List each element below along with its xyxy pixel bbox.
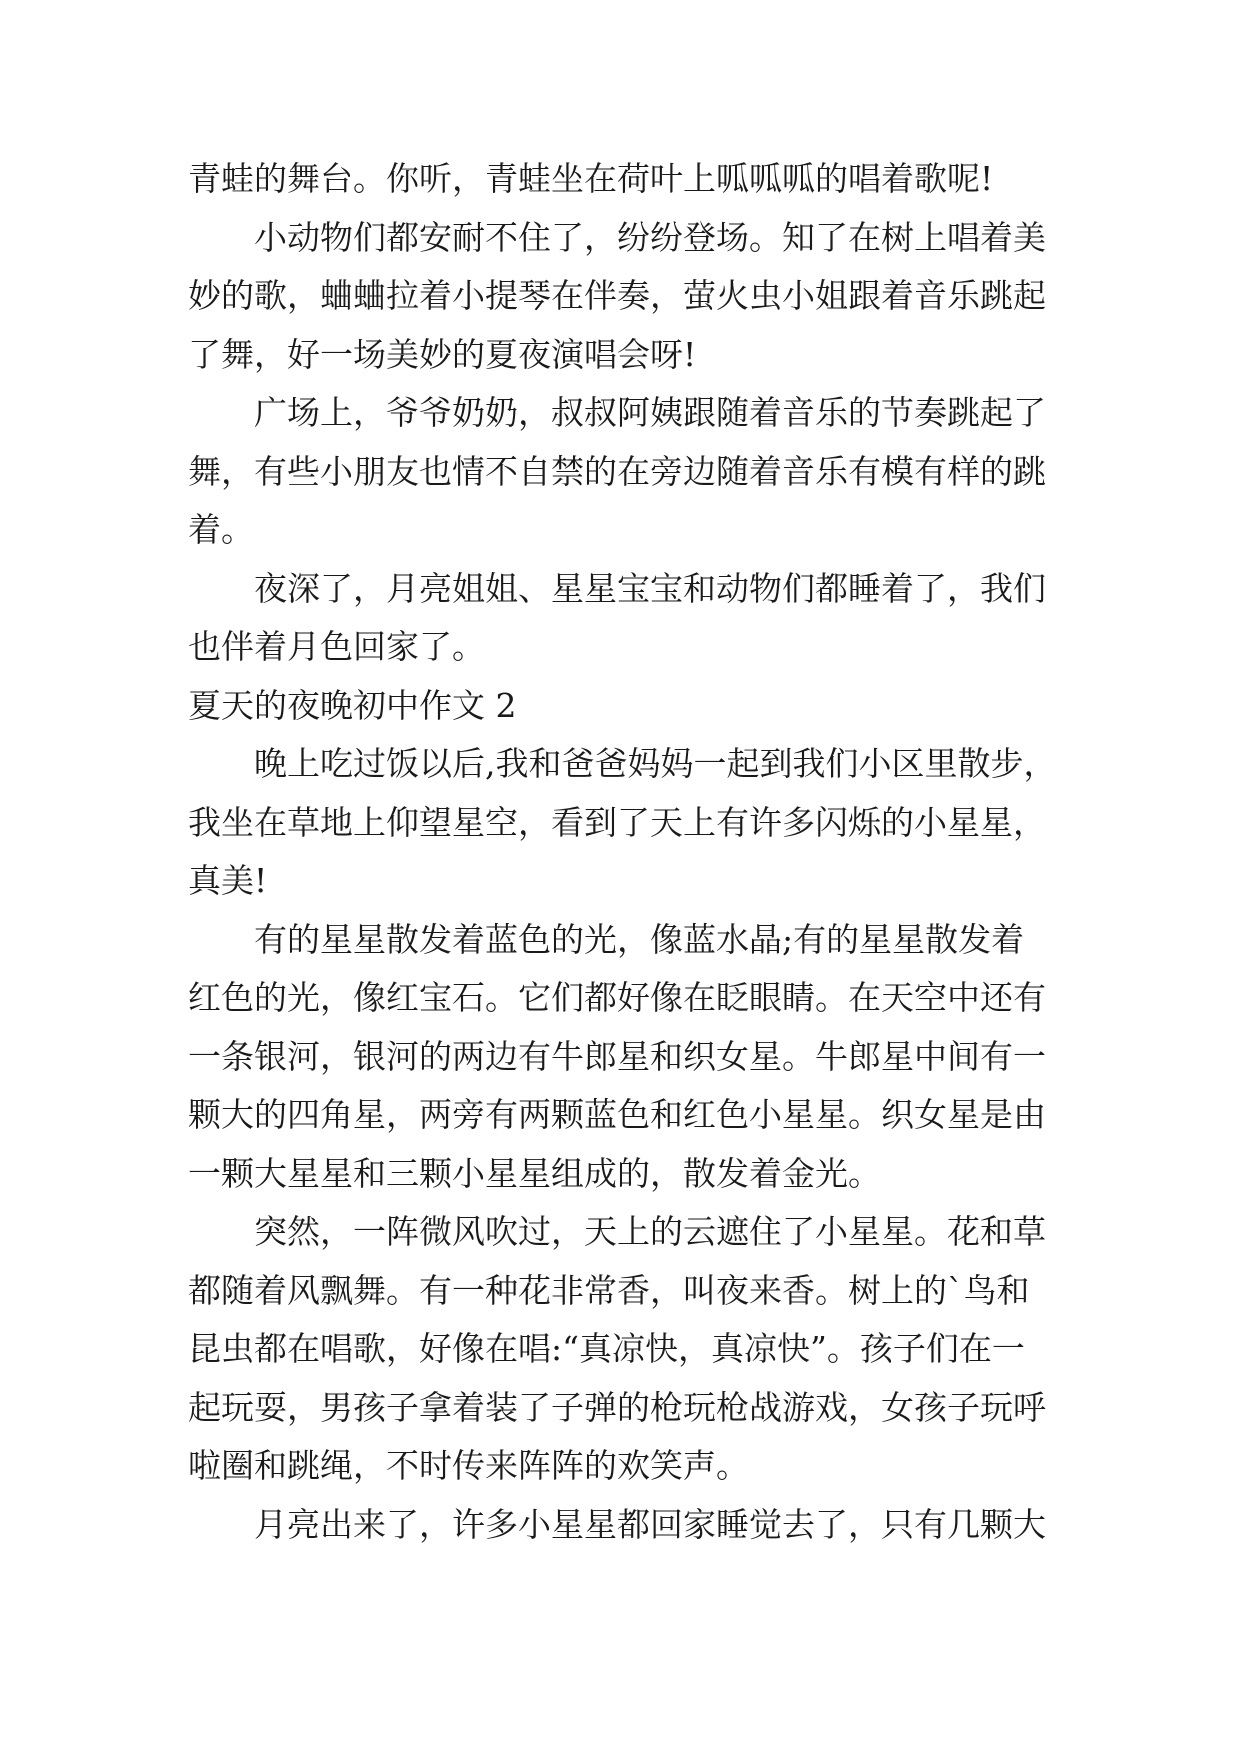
text-line: 啦圈和跳绳，不时传来阵阵的欢笑声。: [188, 1446, 749, 1485]
text-line: 我坐在草地上仰望星空，看到了天上有许多闪烁的小星星，: [188, 802, 1046, 842]
paragraph-start-line: 晚上吃过饭以后,我和爸爸妈妈一起到我们小区里散步，: [254, 744, 1057, 783]
text-line: 红色的光，像红宝石。它们都好像在眨眼睛。在天空中还有: [188, 978, 1046, 1017]
text-line: 着。: [188, 510, 254, 549]
text-line: 也伴着月色回家了。: [188, 627, 485, 666]
paragraph-start-line: 突然，一阵微风吹过，天上的云遮住了小星星。花和草: [254, 1212, 1046, 1251]
text-line: 一条银河，银河的两边有牛郎星和织女星。牛郎星中间有一: [188, 1036, 1046, 1076]
text-line: 青蛙的舞台。你听，青蛙坐在荷叶上呱呱呱的唱着歌呢!: [188, 159, 994, 198]
document-page: [188, 150, 1078, 1554]
text-line: 一颗大星星和三颗小星星组成的，散发着金光。: [188, 1153, 881, 1193]
section-heading: 夏天的夜晚初中作文 2: [188, 685, 517, 725]
paragraph-start-line: 夜深了，月亮姐姐、星星宝宝和动物们都睡着了，我们: [254, 568, 1046, 608]
text-line: 颗大的四角星，两旁有两颗蓝色和红色小星星。织女星是由: [188, 1095, 1046, 1134]
text-line: 妙的歌，蛐蛐拉着小提琴在伴奏，萤火虫小姐跟着音乐跳起: [188, 276, 1046, 315]
text-line: 了舞，好一场美妙的夏夜演唱会呀!: [188, 334, 697, 374]
text-line: 昆虫都在唱歌，好像在唱:“真凉快，真凉快”。孩子们在一: [188, 1329, 1025, 1368]
text-line: 舞，有些小朋友也情不自禁的在旁边随着音乐有模有样的跳: [188, 451, 1046, 491]
paragraph-start-line: 广场上，爷爷奶奶，叔叔阿姨跟随着音乐的节奏跳起了: [254, 393, 1046, 432]
text-line: 都随着风飘舞。有一种花非常香，叫夜来香。树上的`鸟和: [188, 1270, 1030, 1310]
paragraph-start-line: 月亮出来了，许多小星星都回家睡觉去了，只有几颗大: [254, 1504, 1046, 1544]
paragraph-start-line: 小动物们都安耐不住了，纷纷登场。知了在树上唱着美: [254, 217, 1046, 257]
text-line: 起玩耍，男孩子拿着装了子弹的枪玩枪战游戏，女孩子玩呼: [188, 1387, 1046, 1427]
paragraph-start-line: 有的星星散发着蓝色的光，像蓝水晶;有的星星散发着: [254, 919, 1025, 959]
text-line: 真美!: [188, 861, 268, 900]
